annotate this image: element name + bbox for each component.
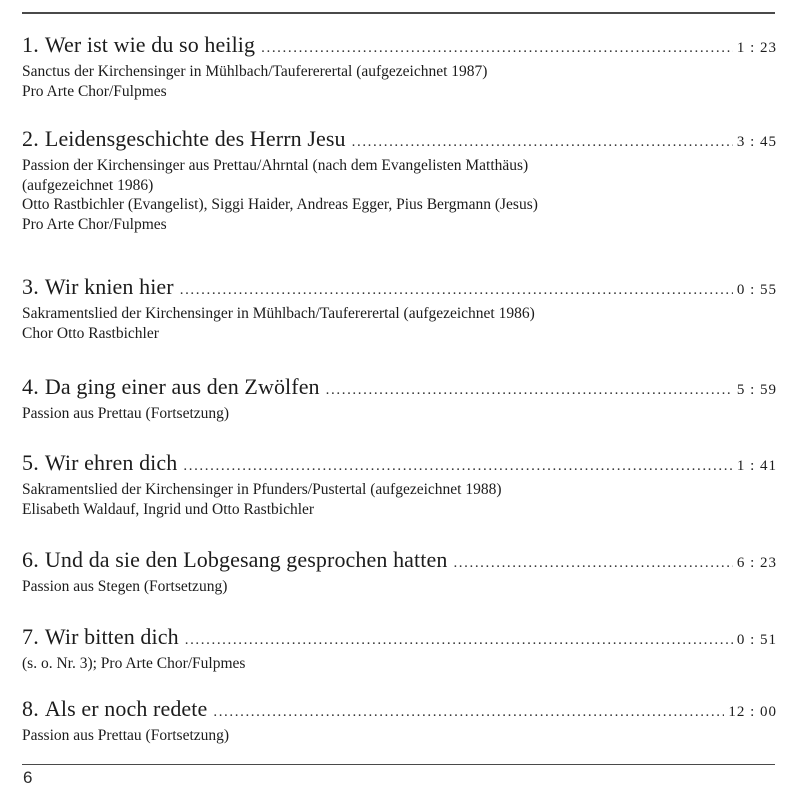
track-title: Als er noch redete [44,696,208,721]
track-item [22,120,777,236]
track-duration: 0 : 51 [736,632,777,648]
track-number: 1. [22,32,39,57]
track-duration: 12 : 00 [728,704,777,720]
dot-leader [185,621,733,659]
track-description-line: Otto Rastbichler (Evangelist), Siggi Haider, Andreas Egger, Pius Bergmann (Jesus) [22,196,538,213]
track-title-line [22,268,777,306]
track-title: Wir bitten dich [44,624,179,649]
track-title-line [22,120,777,158]
track-title: Wer ist wie du so heilig [44,32,256,57]
track-item [22,618,777,676]
top-rule [22,12,775,14]
track-title-line [22,618,777,656]
track-description-line: (s. o. Nr. 3); Pro Arte Chor/Fulpmes [22,655,246,672]
track-title-line [22,444,777,482]
track-description-line: Sakramentslied der Kirchensinger in Pfunders/Pustertal (aufgezeichnet 1988) [22,481,502,498]
track-title: Wir ehren dich [44,450,178,475]
track-duration: 5 : 59 [736,382,777,398]
track-description-line: Sakramentslied der Kirchensinger in Mühlbach/Taufererertal (aufgezeichnet 1986) [22,305,535,322]
track-number: 6. [22,547,39,572]
track-number: 8. [22,696,39,721]
bottom-rule [22,764,775,765]
track-duration: 0 : 55 [736,282,777,298]
track-title-line [22,690,777,728]
track-description-line: Sanctus der Kirchensinger in Mühlbach/Taufererertal (aufgezeichnet 1987) [22,63,488,80]
track-item [22,541,777,599]
track-item [22,690,777,748]
track-description-line: Pro Arte Chor/Fulpmes [22,82,167,100]
track-description-line: (aufgezeichnet 1986) [22,176,154,194]
track-duration: 1 : 23 [736,40,777,56]
track-description-line: Pro Arte Chor/Fulpmes [22,215,167,233]
track-title-line [22,26,777,64]
track-number: 7. [22,624,39,649]
track-item [22,268,777,345]
track-duration: 3 : 45 [736,134,777,150]
track-duration: 6 : 23 [736,555,777,571]
page-number: 6 [23,768,33,787]
track-description-line: Passion aus Stegen (Fortsetzung) [22,578,228,595]
track-description-line: Passion aus Prettau (Fortsetzung) [22,405,230,422]
track-item [22,368,777,426]
dot-leader [326,371,733,409]
track-title: Und da sie den Lobgesang gesprochen hatten [44,547,448,572]
track-description-line: Elisabeth Waldauf, Ingrid und Otto Rastbichler [22,500,315,518]
track-description-line: Passion der Kirchensinger aus Prettau/Ahrntal (nach dem Evangelisten Matthäus) [22,157,529,174]
track-title-line [22,368,777,406]
track-number: 4. [22,374,39,399]
track-description-line: Passion aus Prettau (Fortsetzung) [22,727,230,744]
track-title: Wir knien hier [44,274,174,299]
track-title: Leidensgeschichte des Herrn Jesu [44,126,346,151]
track-number: 2. [22,126,39,151]
track-item [22,444,777,521]
track-description-line: Chor Otto Rastbichler [22,324,159,342]
dot-leader [453,544,732,582]
track-duration: 1 : 41 [736,458,777,474]
track-number: 3. [22,274,39,299]
track-title: Da ging einer aus den Zwölfen [44,374,320,399]
dot-leader [213,693,724,731]
track-item [22,26,777,103]
track-title-line [22,541,777,579]
track-number: 5. [22,450,39,475]
